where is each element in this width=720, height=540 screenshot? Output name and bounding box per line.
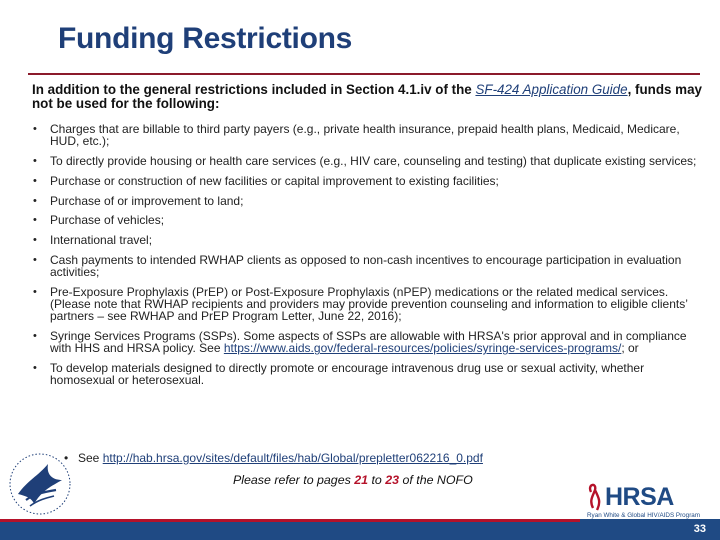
intro-paragraph (32, 83, 702, 111)
hrsa-wordmark: HRSA (605, 483, 674, 511)
list-item: • Purchase of vehicles; (32, 214, 704, 226)
list-item: • To develop materials designed to directly promote or encourage intravenous drug use or sexual activity, whether homosexual or heterosexual. (32, 362, 704, 386)
ssp-text: Syringe Services Programs (SSPs). Some aspects of SSPs are allowable with HRSA's prior approval and in compliance with HHS and HRSA policy. See (50, 329, 687, 356)
list-item: • Charges that are billable to third party payers (e.g., private health insurance, prepaid health plans, Medicaid, Medicare, HUD, etc.); (32, 123, 704, 147)
list-item-ssp (32, 330, 704, 354)
hrsa-program-name: Ryan White & Global HIV/AIDS Program (587, 512, 701, 519)
ssp-text-end: ; or (621, 341, 639, 356)
sf424-guide-link[interactable]: SF-424 Application Guide (475, 82, 628, 97)
intro-text-end: , funds may not be used for the following: (32, 82, 702, 111)
sub-bullet (64, 451, 483, 465)
list-item: • International travel; (32, 234, 704, 246)
refer-text-mid: to (368, 473, 386, 487)
hrsa-logo (583, 480, 713, 522)
list-item: • Purchase of or improvement to land; (32, 195, 704, 207)
restrictions-list (32, 123, 704, 394)
page-from: 21 (354, 473, 369, 487)
page-number: 33 (693, 523, 706, 535)
footer-bar (0, 519, 720, 540)
refer-text-end: of the NOFO (399, 473, 473, 487)
intro-text: In addition to the general restrictions included in Section 4.1.iv of the (32, 82, 476, 97)
title-divider (28, 73, 700, 75)
list-item: • To directly provide housing or health care services (e.g., HIV care, counseling and testing) that duplicate existing services; (32, 155, 704, 167)
aids-gov-link[interactable]: https://www.aids.gov/federal-resources/policies/syringe-services-programs/ (223, 341, 622, 356)
footer-accent-line (0, 519, 580, 522)
page-title: Funding Restrictions (58, 22, 353, 55)
list-item: • Pre-Exposure Prophylaxis (PrEP) or Post-Exposure Prophylaxis (nPEP) medications or the related medical services. (Please note that RWHAP recipients and providers may provide prevention counseling and information to eligible clients’ partners – see RWHAP and PrEP Program Letter, June 22, 2016); (32, 286, 704, 323)
page-to: 23 (385, 473, 400, 487)
sub-bullet-prefix: See (78, 451, 103, 465)
refer-text: Please refer to pages (233, 473, 355, 487)
list-item: • Purchase or construction of new facilities or capital improvement to existing facilities; (32, 175, 704, 187)
nofo-reference (233, 473, 473, 487)
hhs-seal-icon (4, 450, 76, 518)
list-item: • Cash payments to intended RWHAP clients as opposed to non-cash incentives to encourage participation in evaluation activities; (32, 254, 704, 278)
sub-bullet-marker: • (64, 451, 69, 465)
prep-letter-link[interactable]: http://hab.hrsa.gov/sites/default/files/hab/Global/prepletter062216_0.pdf (102, 451, 483, 465)
